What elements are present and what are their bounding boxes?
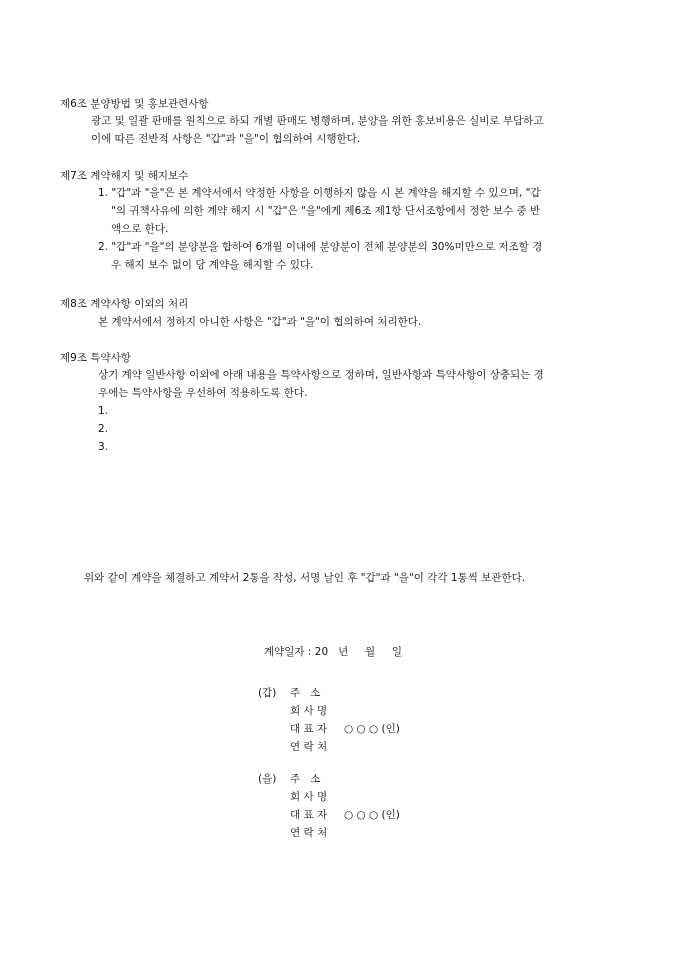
article-9-body	[98, 366, 628, 456]
article-9-line-1: 상기 계약 일반사항 이외에 아래 내용을 특약사항으로 정하며, 일반사항과 특약사항이 상충되는 경	[98, 369, 544, 381]
party-a-address-label: 주 소	[290, 687, 321, 699]
article-9-line-2: 우에는 특약사항을 우선하여 적용하도록 한다.	[98, 387, 308, 399]
article-7-item-1-line-2: "의 귀책사유에 의한 계약 해지 시 "갑"은 "을"에게 제6조 제1항 단서조항에서 정한 보수 중 반	[111, 205, 541, 217]
article-8-title: 제8조 계약사항 이외의 처리	[60, 298, 189, 310]
party-b-contact-label: 연 락 처	[290, 827, 328, 839]
article-7-item-2-line-2: 우 해지 보수 없이 당 계약을 해지할 수 있다.	[111, 259, 314, 271]
article-9-item-3: 3.	[98, 441, 109, 453]
article-6-body	[91, 112, 628, 148]
party-a-tag: (갑)	[258, 687, 277, 699]
closing-statement: 위와 같이 계약을 체결하고 계약서 2통을 작성, 서명 날인 후 "갑"과 "을"이 각각 1통씩 보관한다.	[84, 572, 526, 584]
article-6-line-2: 이에 따른 전반적 사항은 "갑"과 "을"이 협의하여 시행한다.	[91, 133, 361, 145]
party-a-contact-label: 연 락 처	[290, 741, 328, 753]
party-a-block	[258, 684, 400, 756]
party-b-rep-label: 대 표 자	[290, 809, 328, 821]
article-7-title: 제7조 계약해지 및 해지보수	[60, 170, 189, 182]
article-7-items	[98, 184, 628, 274]
article-7-item-2-line-1: 2. "갑"과 "을"의 분양분을 합하여 6개월 이내에 분양분이 전체 분양분의 30%미만으로 저조할 경	[98, 241, 543, 253]
article-9-title: 제9조 특약사항	[60, 352, 131, 364]
party-b-rep-value: ○ ○ ○ (인)	[344, 809, 400, 821]
party-b-tag: (을)	[258, 773, 277, 785]
article-7-item-1-line-3: 액으로 한다.	[111, 223, 169, 235]
article-6-line-1: 광고 및 일괄 판매를 원칙으로 하되 개별 판매도 병행하며, 분양을 위한 홍보비용은 실비로 부담하고	[91, 115, 544, 127]
party-a-company-label: 회 사 명	[290, 705, 328, 717]
party-b-address-label: 주 소	[290, 773, 321, 785]
contract-date-line: 계약일자 : 20 년 월 일	[264, 646, 402, 658]
party-b-block	[258, 770, 400, 842]
article-7-item-1-line-1: 1. "갑"과 "을"은 본 계약서에서 약정한 사항을 이행하지 않을 시 본 계약을 해지할 수 있으며, "갑	[98, 187, 541, 199]
article-8-body: 본 계약서에서 정하지 아니한 사항은 "갑"과 "을"이 협의하여 처리한다.	[98, 316, 422, 328]
article-6-title: 제6조 분양방법 및 홍보관련사항	[60, 98, 209, 110]
party-a-rep-label: 대 표 자	[290, 723, 328, 735]
article-9-item-1: 1.	[98, 405, 109, 417]
article-9-item-2: 2.	[98, 423, 109, 435]
party-b-company-label: 회 사 명	[290, 791, 328, 803]
party-a-rep-value: ○ ○ ○ (인)	[344, 723, 400, 735]
